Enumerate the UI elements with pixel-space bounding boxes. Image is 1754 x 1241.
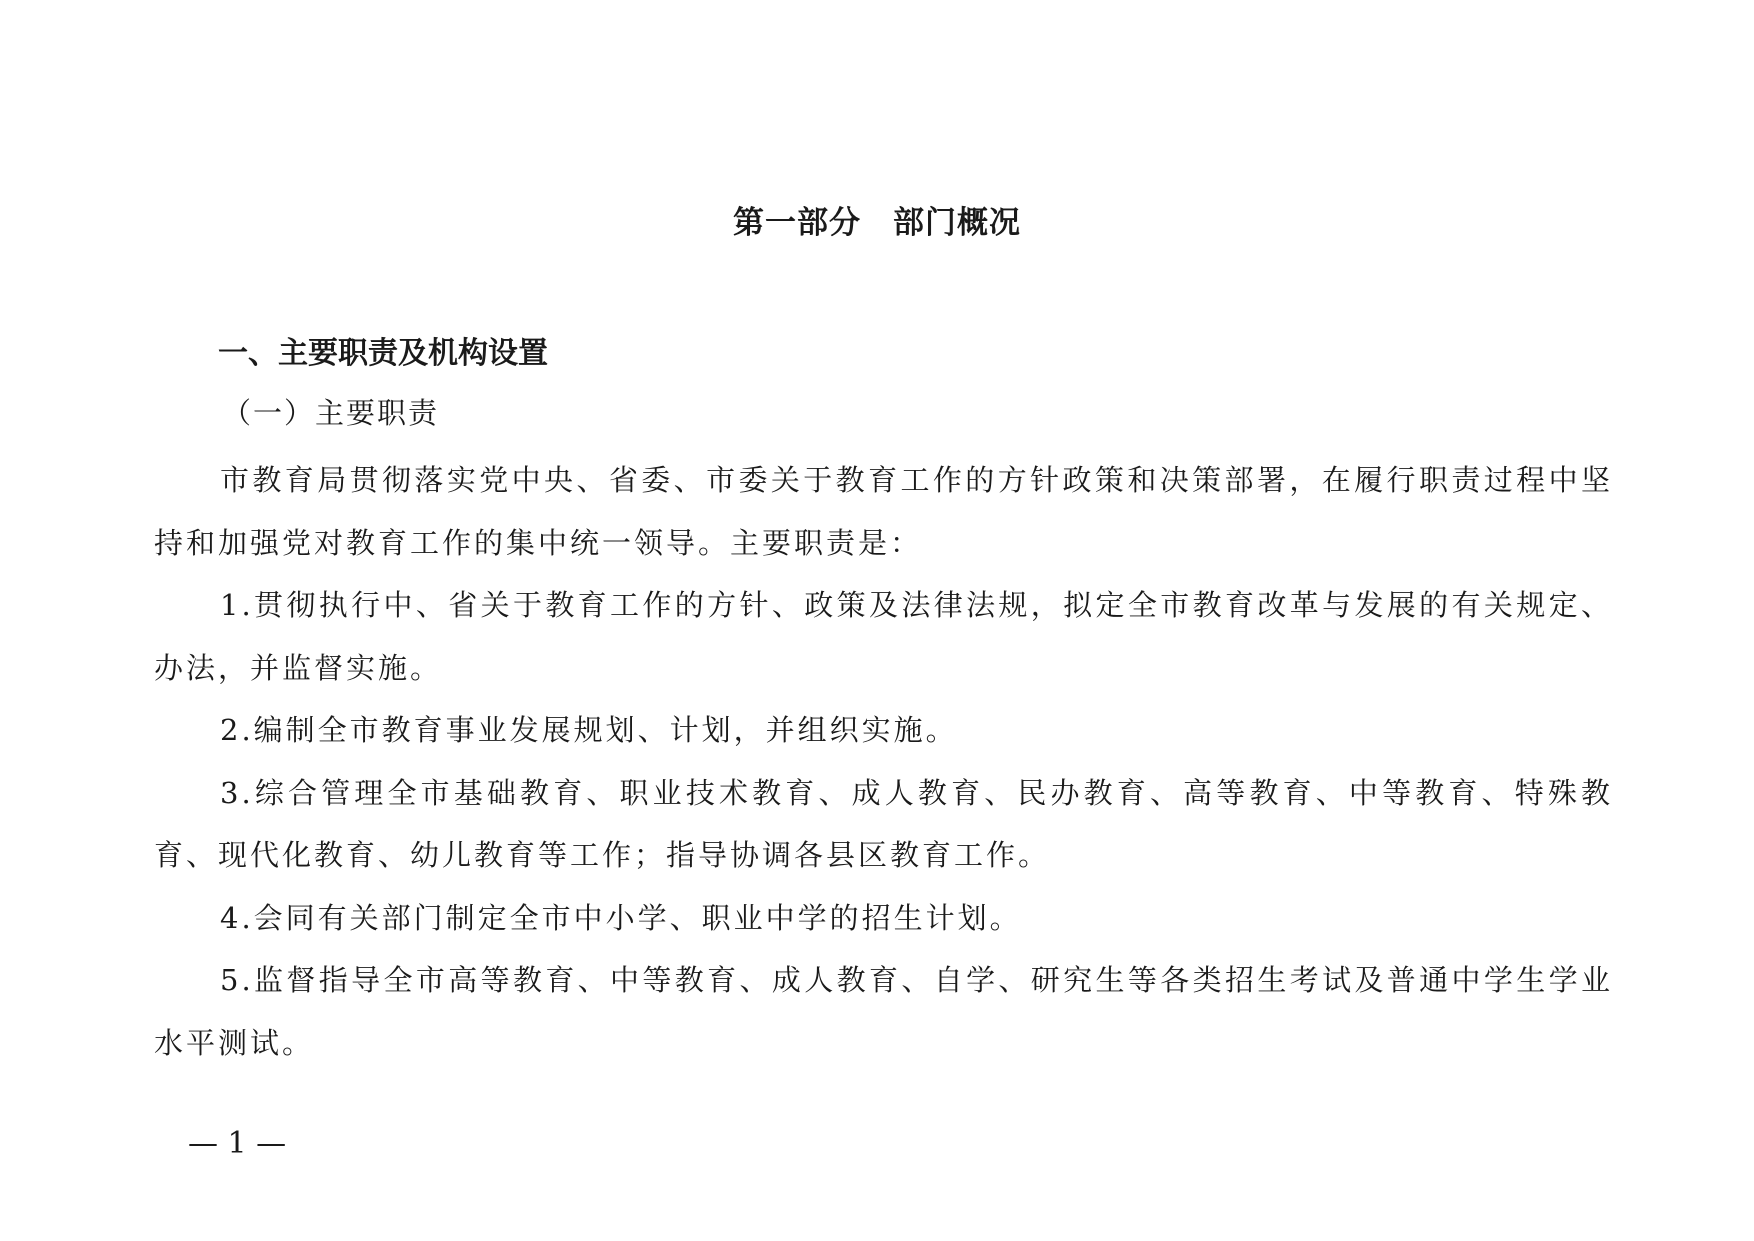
section-heading: 一、主要职责及机构设置 <box>218 336 548 371</box>
page-number: — 1 — <box>188 1126 287 1161</box>
subheading: （一）主要职责 <box>222 396 440 430</box>
body-text <box>154 449 1613 1074</box>
paragraph-intro: 市教育局贯彻落实党中央、省委、市委关于教育工作的方针政策和决策部署，在履行职责过程中坚持和加强党对教育工作的集中统一领导。主要职责是： <box>154 463 1613 560</box>
paragraph-duty-4: 4.会同有关部门制定全市中小学、职业中学的招生计划。 <box>220 900 1022 935</box>
paragraph-duty-3: 3.综合管理全市基础教育、职业技术教育、成人教育、民办教育、高等教育、中等教育、特殊教育、现代化教育、幼儿教育等工作；指导协调各县区教育工作。 <box>154 775 1613 872</box>
paragraph-duty-1: 1.贯彻执行中、省关于教育工作的方针、政策及法律法规，拟定全市教育改革与发展的有关规定、办法，并监督实施。 <box>154 588 1613 685</box>
paragraph-duty-2: 2.编制全市教育事业发展规划、计划，并组织实施。 <box>220 713 958 747</box>
paragraph-duty-5: 5.监督指导全市高等教育、中等教育、成人教育、自学、研究生等各类招生考试及普通中学生学业水平测试。 <box>154 963 1613 1060</box>
page-title: 第一部分 部门概况 <box>733 205 1021 241</box>
